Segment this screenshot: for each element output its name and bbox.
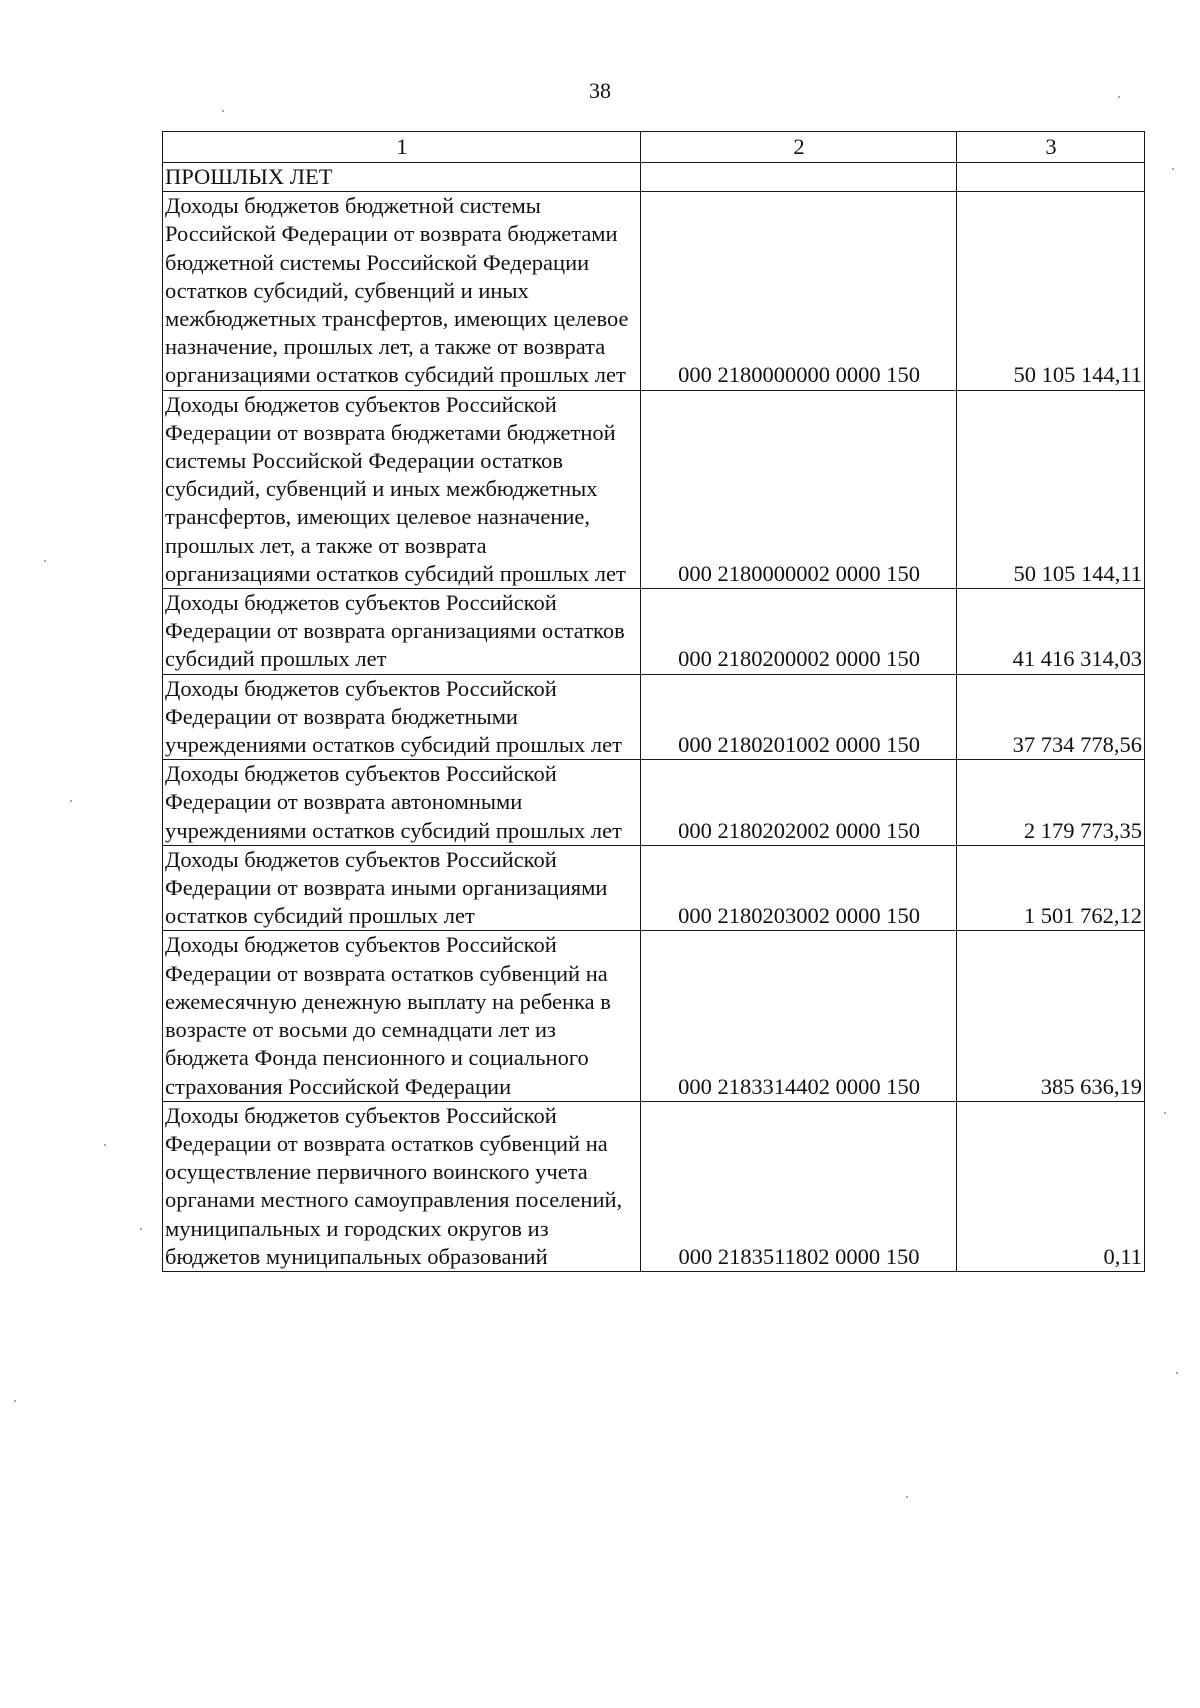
table-row	[163, 192, 1145, 390]
section-amount-empty	[957, 163, 1145, 192]
row-code: 000 2180200002 0000 150	[641, 589, 957, 675]
row-name: Доходы бюджетов субъектов Российской Федерации от возврата остатков субвенций на осуществление первичного воинского учета органами местного самоуправления поселений, муниципальных и городских округов из бюджетов муниципальных образований	[163, 1101, 641, 1271]
row-amount: 2 179 773,35	[957, 760, 1145, 846]
scan-speck	[906, 1496, 908, 1498]
scan-speck	[1176, 1372, 1178, 1374]
table-row	[163, 674, 1145, 760]
table-row	[163, 589, 1145, 675]
table-row	[163, 931, 1145, 1101]
scan-speck	[1172, 168, 1174, 170]
column-header-name: 1	[163, 132, 641, 163]
row-amount: 0,11	[957, 1101, 1145, 1271]
revenue-table	[162, 131, 1145, 1272]
section-row	[163, 163, 1145, 192]
table-header-row	[163, 132, 1145, 163]
row-amount: 50 105 144,11	[957, 192, 1145, 390]
column-header-amount: 3	[957, 132, 1145, 163]
row-name: Доходы бюджетов субъектов Российской Федерации от возврата бюджетными учреждениями остатков субсидий прошлых лет	[163, 674, 641, 760]
table-row	[163, 760, 1145, 846]
row-name: Доходы бюджетов субъектов Российской Федерации от возврата остатков субвенций на ежемесячную денежную выплату на ребенка в возрасте от восьми до семнадцати лет из бюджета Фонда пенсионного и социального страхования Российской Федерации	[163, 931, 641, 1101]
column-header-code: 2	[641, 132, 957, 163]
scan-speck	[70, 800, 72, 802]
row-code: 000 2180000002 0000 150	[641, 390, 957, 588]
row-code: 000 2180000000 0000 150	[641, 192, 957, 390]
table-row	[163, 1101, 1145, 1271]
row-code: 000 2180201002 0000 150	[641, 674, 957, 760]
scan-speck	[44, 560, 46, 562]
section-title: ПРОШЛЫХ ЛЕТ	[163, 163, 641, 192]
scan-speck	[14, 1400, 16, 1402]
scan-speck	[104, 1144, 106, 1146]
scan-speck	[140, 1228, 142, 1230]
row-code: 000 2180203002 0000 150	[641, 845, 957, 931]
row-amount: 385 636,19	[957, 931, 1145, 1101]
row-code: 000 2180202002 0000 150	[641, 760, 957, 846]
scan-speck	[1164, 1112, 1166, 1114]
row-name: Доходы бюджетов субъектов Российской Федерации от возврата организациями остатков субсидий прошлых лет	[163, 589, 641, 675]
page-number: 38	[589, 78, 611, 103]
row-name: Доходы бюджетов субъектов Российской Федерации от возврата автономными учреждениями остатков субсидий прошлых лет	[163, 760, 641, 846]
row-name: Доходы бюджетов субъектов Российской Федерации от возврата бюджетами бюджетной системы Российской Федерации остатков субсидий, субвенций и иных межбюджетных трансфертов, имеющих целевое назначение, прошлых лет, а также от возврата организациями остатков субсидий прошлых лет	[163, 390, 641, 588]
table-row	[163, 390, 1145, 588]
row-code: 000 2183314402 0000 150	[641, 931, 957, 1101]
row-amount: 37 734 778,56	[957, 674, 1145, 760]
scan-speck	[222, 110, 224, 112]
row-amount: 1 501 762,12	[957, 845, 1145, 931]
section-code-empty	[641, 163, 957, 192]
row-amount: 41 416 314,03	[957, 589, 1145, 675]
row-amount: 50 105 144,11	[957, 390, 1145, 588]
row-code: 000 2183511802 0000 150	[641, 1101, 957, 1271]
row-name: Доходы бюджетов субъектов Российской Федерации от возврата иными организациями остатков субсидий прошлых лет	[163, 845, 641, 931]
table-row	[163, 845, 1145, 931]
scan-speck	[1118, 96, 1120, 98]
row-name: Доходы бюджетов бюджетной системы Российской Федерации от возврата бюджетами бюджетной системы Российской Федерации остатков субсидий, субвенций и иных межбюджетных трансфертов, имеющих целевое назначение, прошлых лет, а также от возврата организациями остатков субсидий прошлых лет	[163, 192, 641, 390]
